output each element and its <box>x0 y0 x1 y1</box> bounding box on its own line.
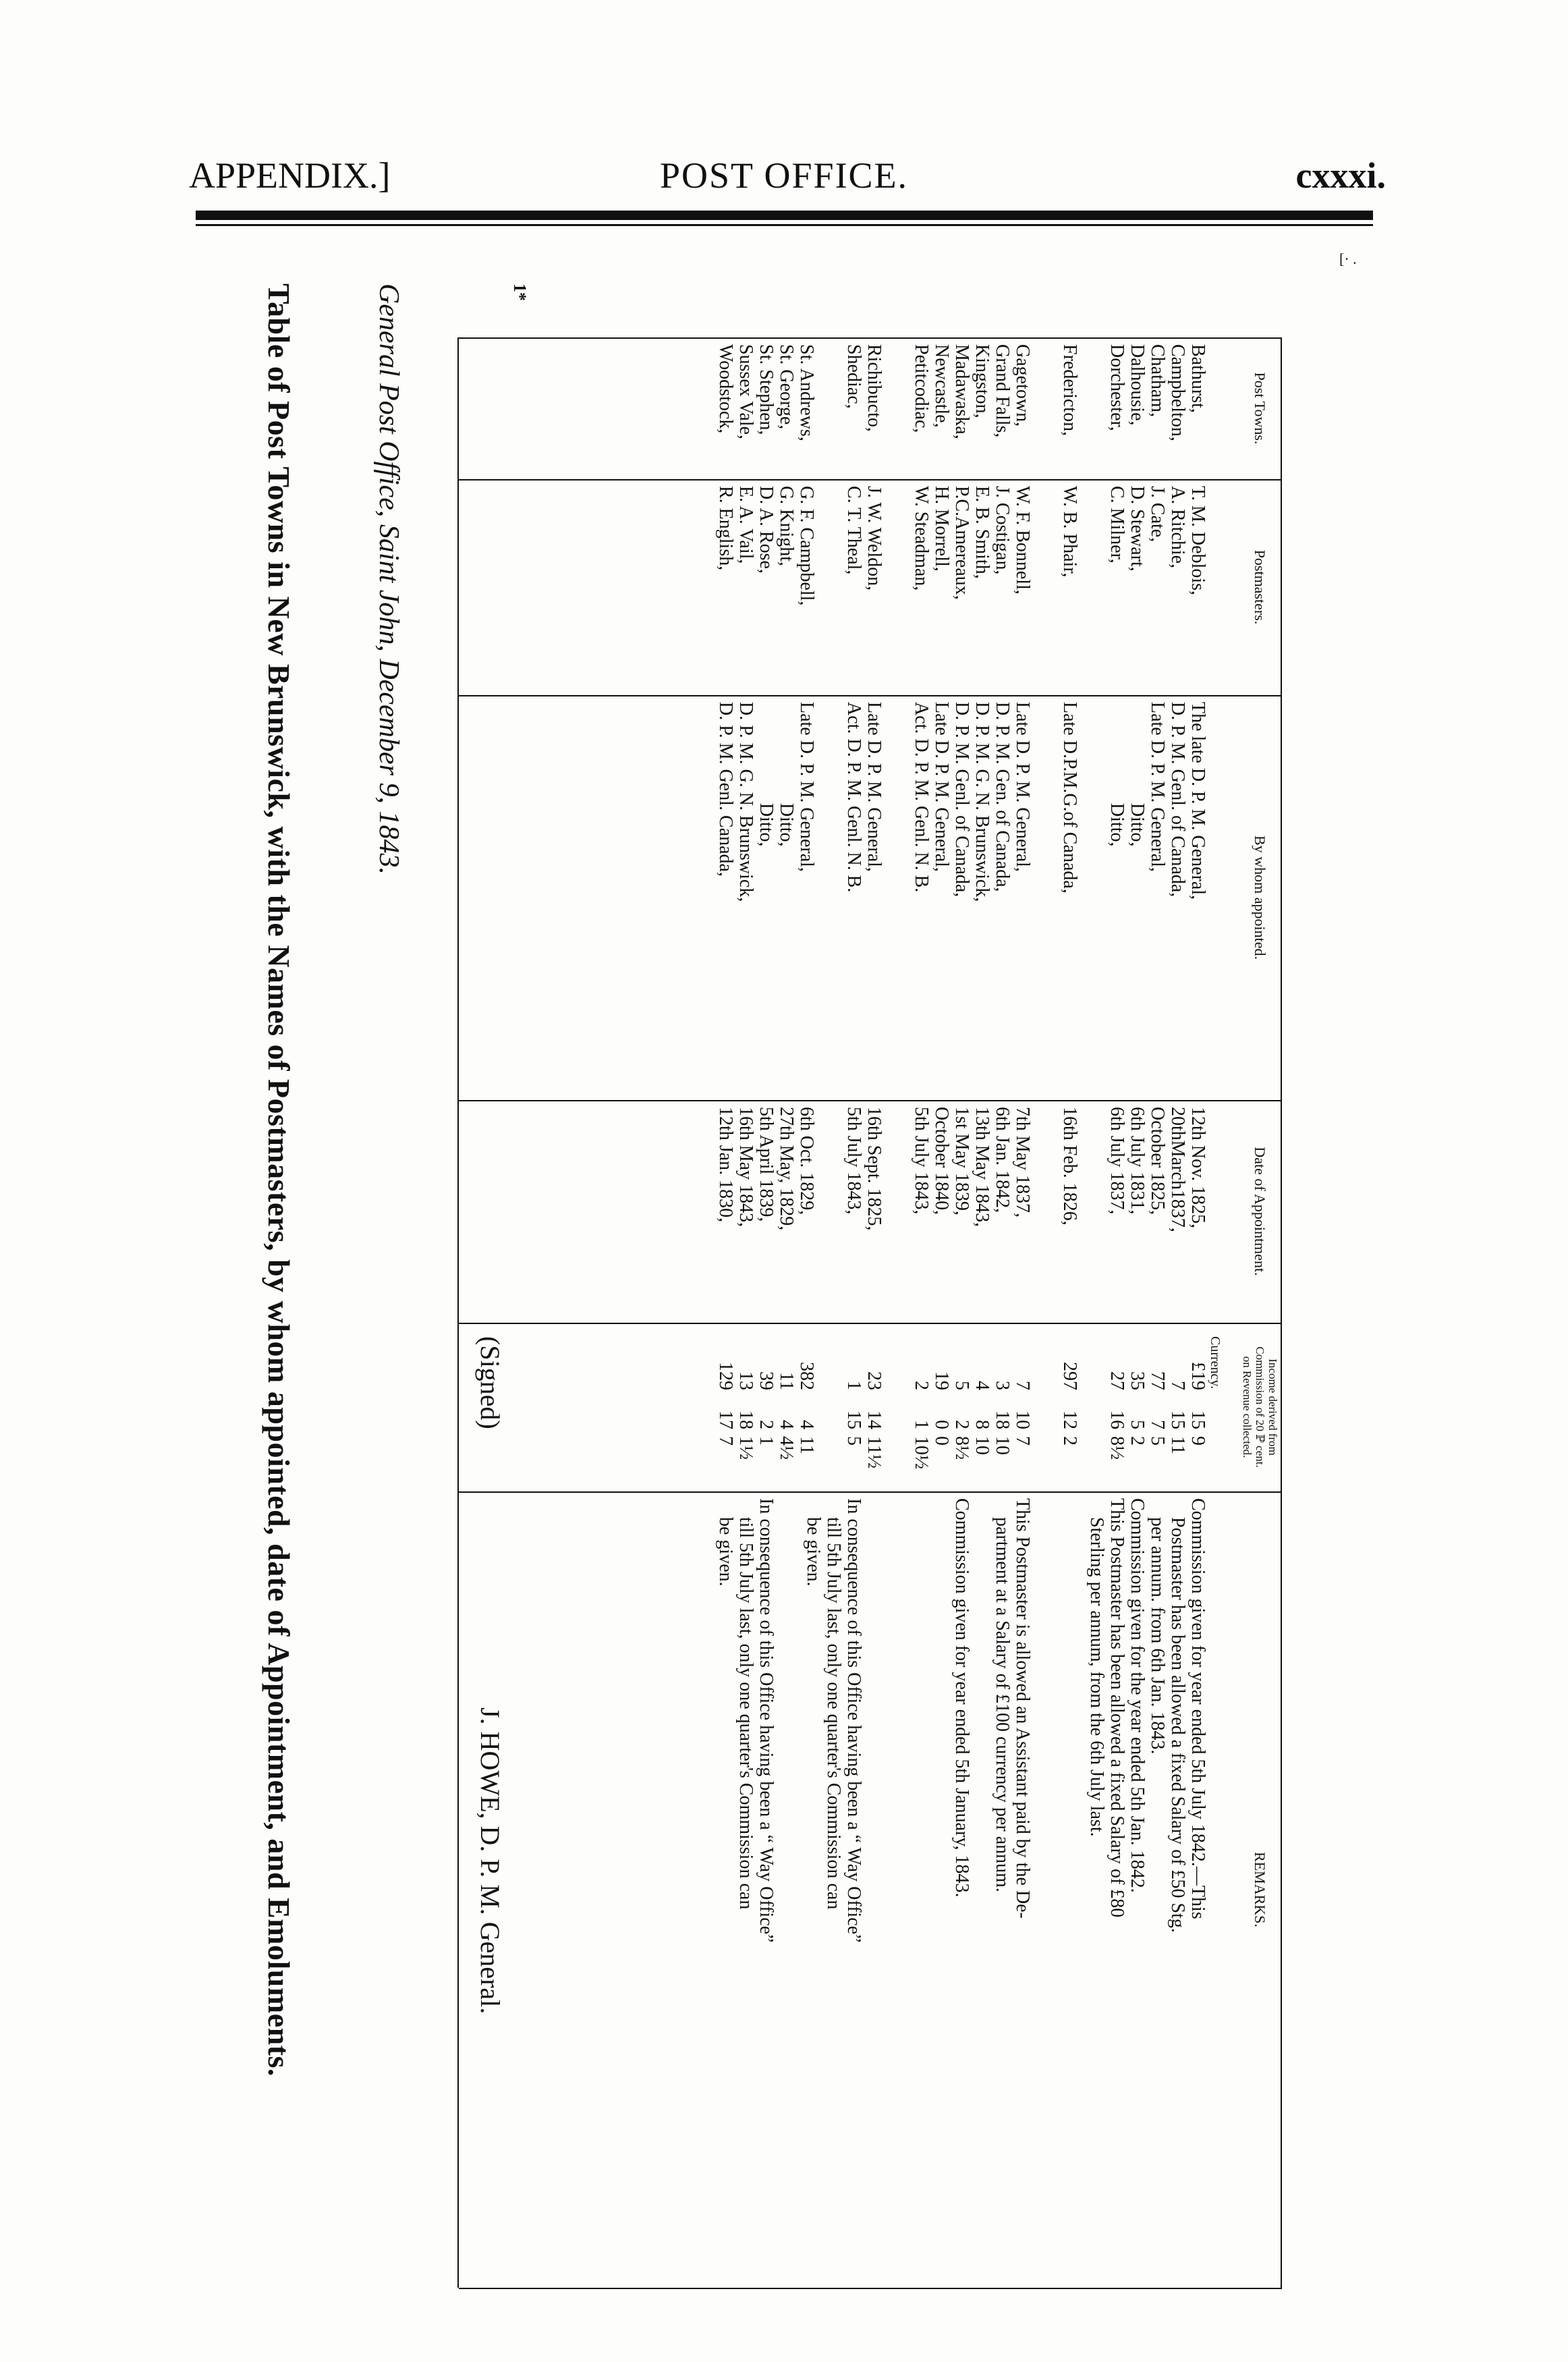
appointment-date: October 1840, <box>931 1107 952 1215</box>
postmaster-name: H. Morrell, <box>931 486 952 572</box>
running-head-left: APPENDIX.] <box>189 155 391 196</box>
appointment-date: 7th May 1837, <box>1012 1107 1033 1218</box>
post-town: Petitcodiac, <box>911 344 932 433</box>
income-shillings: 15 <box>1167 1410 1188 1429</box>
appointed-by: Act. D. P. M. Genl. N. B. <box>911 702 932 893</box>
remark-line: In consequence of this Office having been a “ Way Office” <box>756 1498 777 1943</box>
postmaster-name: C. T. Theal, <box>843 486 864 575</box>
post-town: Richibucto, <box>864 344 885 432</box>
postmaster-name: J. Cate, <box>1147 486 1168 543</box>
appointed-by: Act. D. P. M. Genl. N. B. <box>843 702 864 893</box>
post-town: Sussex Vale, <box>735 344 756 440</box>
post-town: Fredericton, <box>1059 344 1080 437</box>
income-pounds: 3 <box>992 1381 1013 1390</box>
header-remarks: REMARKS. <box>1252 1852 1268 1927</box>
appointment-date: 6th July 1831, <box>1127 1107 1148 1215</box>
table-title: Table of Post Towns in New Brunswick, with the Names of Postmasters, by whom appointed, date of Appointment, and Emoluments. <box>262 283 296 2077</box>
income-shillings: 1 <box>911 1420 932 1429</box>
postmaster-name: R. English, <box>715 486 736 571</box>
signed-label: (Signed) <box>475 1336 505 1429</box>
remark-line: Postmaster has been allowed a fixed Salary of £50 Stg. <box>1167 1498 1188 1933</box>
column-rule <box>459 1323 1282 1324</box>
income-pence: 4½ <box>776 1436 797 1460</box>
appointment-date: 12th Jan. 1830, <box>715 1107 736 1223</box>
income-shillings: 4 <box>776 1420 797 1429</box>
appointment-date: 6th July 1837, <box>1107 1107 1127 1215</box>
rotated-table-block <box>196 256 1376 2281</box>
post-town: Dorchester, <box>1107 344 1127 431</box>
running-head-title: POST OFFICE. <box>659 155 909 196</box>
income-pence: 1 <box>756 1436 777 1446</box>
appointed-by: Late D. P. M. General, <box>864 702 885 872</box>
income-shillings: 12 <box>1059 1410 1080 1429</box>
remark-line: till 5th July last, only one quarter's Commission can <box>735 1498 756 1910</box>
currency-label: Currency. <box>1208 1336 1223 1390</box>
income-pounds: £19 <box>1187 1362 1208 1390</box>
appointed-by: Ditto, <box>776 803 797 847</box>
appointment-date: 1st May 1839, <box>951 1107 972 1215</box>
income-pounds: 2 <box>911 1381 932 1390</box>
header-thin-rule <box>196 224 1373 226</box>
header-income-line: on Revenue collected. <box>1241 1356 1254 1458</box>
income-pounds: 35 <box>1127 1371 1148 1390</box>
page-number: cxxxi. <box>1295 155 1386 196</box>
table-top-rule <box>1281 337 1282 2288</box>
postmaster-name: T. M. Deblois, <box>1187 486 1208 596</box>
income-shillings: 5 <box>1127 1420 1148 1429</box>
postmaster-name: D. A. Rose, <box>756 486 777 574</box>
income-pence: 10 <box>992 1436 1013 1455</box>
income-pence: 10½ <box>911 1436 932 1469</box>
income-pence: 1½ <box>735 1436 756 1460</box>
appointed-by: D. P. M. G. N. Brunswick, <box>972 702 992 902</box>
header-income <box>1241 1323 1279 1491</box>
postmaster-name: W. B. Phair, <box>1059 486 1080 578</box>
post-town: Bathurst, <box>1187 344 1208 413</box>
post-town: Campbelton, <box>1167 344 1188 441</box>
income-pence: 10 <box>972 1436 992 1455</box>
post-town: Newcastle, <box>931 344 952 428</box>
income-pounds: 19 <box>931 1371 952 1390</box>
appointment-date: 12th Nov. 1825, <box>1187 1107 1208 1229</box>
income-shillings: 2 <box>756 1420 777 1429</box>
appointment-date: 6th Jan. 1842, <box>992 1107 1013 1213</box>
income-pence: 2 <box>1127 1436 1148 1446</box>
income-pence: 7 <box>1012 1436 1033 1446</box>
income-pounds: 129 <box>715 1362 736 1390</box>
postmaster-name: W. Steadman, <box>911 486 932 591</box>
remark-line: This Postmaster is allowed an Assistant paid by the De- <box>1012 1498 1033 1919</box>
appointed-by: Late D. P. M. General, <box>1012 702 1033 872</box>
remark-line: be given. <box>715 1498 736 1587</box>
income-shillings: 10 <box>1012 1410 1033 1429</box>
remark-line: Commission given for year ended 5th January, 1843. <box>951 1498 972 1898</box>
postmaster-name: J. Costigan, <box>992 486 1013 575</box>
remark-line: In consequence of this Office having been a “ Way Office” <box>843 1498 864 1943</box>
income-pence: 5 <box>1147 1436 1168 1446</box>
appointment-date: 13th May 1843, <box>972 1107 992 1228</box>
column-rule <box>459 1491 1282 1493</box>
income-pounds: 4 <box>972 1381 992 1390</box>
signature-mark: 1* <box>510 283 530 301</box>
appointment-date: October 1825, <box>1147 1107 1168 1215</box>
post-town: St. Andrews, <box>796 344 817 441</box>
income-shillings: 18 <box>735 1410 756 1429</box>
income-pounds: 39 <box>756 1371 777 1390</box>
post-town: Shediac, <box>843 344 864 409</box>
remark-line: Sterling per annum, from the 6th July last. <box>1086 1498 1107 1837</box>
remark-line: This Postmaster has been allowed a fixed Salary of £80 <box>1107 1498 1127 1918</box>
postmaster-name: E. A. Vail, <box>735 486 756 564</box>
income-pounds: 1 <box>843 1381 864 1390</box>
appointed-by: Late D.P.M.G.of Canada, <box>1059 702 1080 894</box>
header-post-towns: Post Towns. <box>1252 372 1268 445</box>
corner-mark: [· . <box>1339 250 1357 267</box>
income-shillings: 15 <box>843 1410 864 1429</box>
appointed-by: Late D. P. M. General, <box>931 702 952 872</box>
postmaster-name: A. Ritchie, <box>1167 486 1188 569</box>
appointed-by: D. P. M. Genl. Canada, <box>715 702 736 877</box>
remark-line: per annum. from 6th Jan. 1843. <box>1147 1498 1168 1755</box>
appointment-date: 16th Sept. 1825, <box>864 1107 885 1231</box>
income-shillings: 8 <box>972 1420 992 1429</box>
header-thick-rule <box>196 211 1373 220</box>
appointed-by: Ditto, <box>1107 803 1127 847</box>
column-rule <box>459 695 1282 696</box>
appointment-date: 16th May 1843, <box>735 1107 756 1228</box>
header-income-line: Commission of 20 ℙ cent. <box>1254 1346 1266 1468</box>
postmaster-name: D. Stewart, <box>1127 486 1148 572</box>
income-shillings: 16 <box>1107 1410 1127 1429</box>
income-shillings: 17 <box>715 1410 736 1429</box>
post-town: St. George, <box>776 344 797 430</box>
remark-line: partment at a Salary of £100 currency per annum. <box>992 1498 1013 1892</box>
post-town: Dalhousie, <box>1127 344 1148 426</box>
post-town: Grand Falls, <box>992 344 1013 438</box>
income-shillings: 14 <box>864 1410 885 1429</box>
appointed-by: The late D. P. M. General, <box>1187 702 1208 900</box>
income-shillings: 0 <box>931 1420 952 1429</box>
appointed-by: Late D. P. M. General, <box>1147 702 1168 872</box>
post-town: Kingston, <box>972 344 992 418</box>
column-rule <box>459 1100 1282 1101</box>
remark-line: Commission given for year ended 5th July 1842.—This <box>1187 1498 1208 1919</box>
appointment-date: 27th May, 1829, <box>776 1107 797 1231</box>
income-pounds: 23 <box>864 1371 885 1390</box>
income-pence: 8½ <box>951 1436 972 1460</box>
remark-line: Commission given for the year ended 5th Jan. 1842. <box>1127 1498 1148 1893</box>
header-income-line: Income derived from <box>1266 1358 1279 1456</box>
appointed-by: Ditto, <box>756 803 777 847</box>
income-pounds: 7 <box>1012 1381 1033 1390</box>
income-pence: 5 <box>843 1436 864 1446</box>
post-town: St. Stephen, <box>756 344 777 435</box>
income-shillings: 7 <box>1147 1420 1168 1429</box>
postmaster-name: J. W. Weldon, <box>864 486 885 591</box>
appointment-date: 6th Oct. 1829, <box>796 1107 817 1215</box>
appointed-by: D. P. M. Genl. of Canada, <box>951 702 972 898</box>
income-shillings: 18 <box>992 1410 1013 1429</box>
appointment-date: 16th Feb. 1826, <box>1059 1107 1080 1226</box>
income-pounds: 77 <box>1147 1371 1168 1390</box>
income-shillings: 15 <box>1187 1410 1208 1429</box>
income-pence: 11 <box>1167 1436 1188 1454</box>
header-date: Date of Appointment. <box>1252 1147 1268 1276</box>
appointment-date: 5th July 1843, <box>911 1107 932 1215</box>
column-rule <box>459 479 1282 480</box>
postmaster-name: P.C.Amereaux, <box>951 486 972 600</box>
post-town: Madawaska, <box>951 344 972 439</box>
postmaster-name: G. F. Campbell, <box>796 486 817 606</box>
income-shillings: 4 <box>796 1420 817 1429</box>
appointed-by: Ditto, <box>1127 803 1148 847</box>
post-town: Chatham, <box>1147 344 1168 418</box>
column-rule <box>459 337 1282 339</box>
income-pence: 2 <box>1059 1436 1080 1446</box>
post-town: Gagetown, <box>1012 344 1033 427</box>
income-pounds: 297 <box>1059 1362 1080 1390</box>
income-pence: 0 <box>931 1436 952 1446</box>
income-pounds: 27 <box>1107 1371 1127 1390</box>
income-pence: 7 <box>715 1436 736 1446</box>
income-pence: 11 <box>796 1436 817 1454</box>
post-town: Woodstock, <box>715 344 736 434</box>
postmaster-name: E. B. Smith, <box>972 486 992 579</box>
income-pounds: 5 <box>951 1381 972 1390</box>
column-rule <box>459 2288 1282 2289</box>
appointment-date: 20thMarch1837, <box>1167 1107 1188 1232</box>
footer-date-line: General Post Office, Saint John, December 9, 1843. <box>373 283 404 875</box>
appointed-by: Late D. P. M. General, <box>796 702 817 872</box>
appointed-by: D. P. M. G. N. Brunswick, <box>735 702 756 902</box>
income-pence: 11½ <box>864 1436 885 1468</box>
remark-line: be given. <box>803 1498 824 1587</box>
income-pounds: 13 <box>735 1371 756 1390</box>
income-pounds: 11 <box>776 1372 797 1390</box>
appointment-date: 5th April 1839, <box>756 1107 777 1222</box>
income-shillings: 2 <box>951 1420 972 1429</box>
table-bottom-rule <box>457 337 459 2288</box>
income-pence: 9 <box>1187 1436 1208 1446</box>
postmaster-name: C. Milner, <box>1107 486 1127 564</box>
income-pence: 8½ <box>1107 1436 1127 1460</box>
appointed-by: D. P. M. Gen. of Canada, <box>992 702 1013 892</box>
signer-name: J. HOWE, D. P. M. General. <box>475 1707 505 2014</box>
appointment-date: 5th July 1843, <box>843 1107 864 1215</box>
income-pounds: 382 <box>796 1362 817 1390</box>
remark-line: till 5th July last, only one quarter's Commission can <box>823 1498 844 1910</box>
postmaster-name: W. F. Bonnell, <box>1012 486 1033 595</box>
postmaster-name: G. Knight, <box>776 486 797 566</box>
appointed-by: D. P. M. Genl. of Canada, <box>1167 702 1188 898</box>
income-pounds: 7 <box>1167 1381 1188 1390</box>
header-appointed-by: By whom appointed. <box>1252 835 1268 960</box>
header-postmasters: Postmasters. <box>1252 549 1268 625</box>
